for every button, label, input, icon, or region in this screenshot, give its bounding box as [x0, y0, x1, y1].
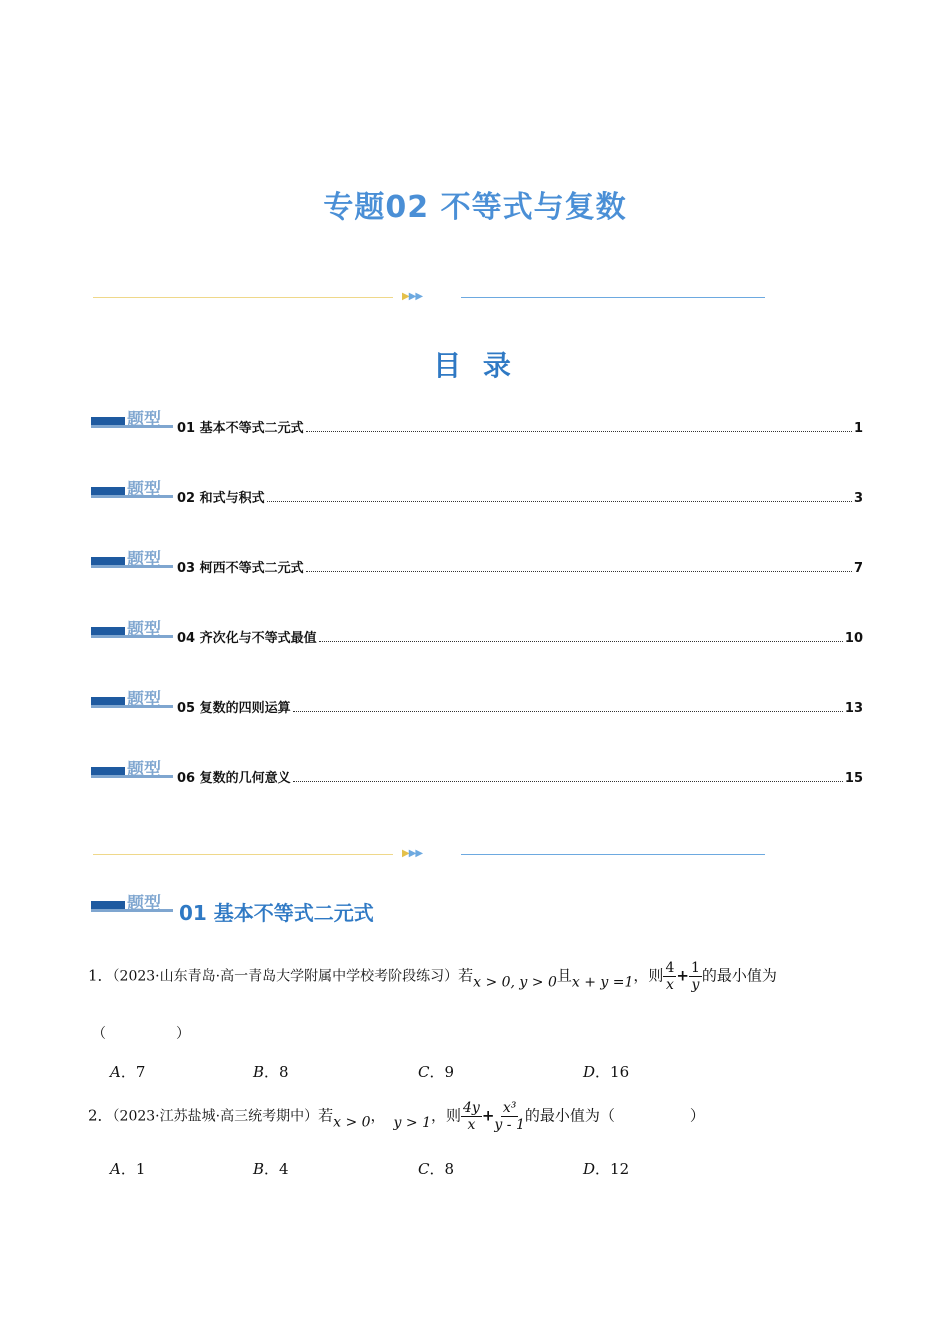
question-number: 2． — [88, 1106, 113, 1125]
toc-item-label: 06 复数的几何意义 — [177, 771, 291, 786]
math-condition: x > 0 — [333, 1114, 371, 1131]
math-condition: y > 1 — [393, 1114, 431, 1131]
toc-item-page: 3 — [853, 491, 863, 506]
toc-item-page: 7 — [853, 561, 863, 576]
toc-heading: 目 录 — [433, 349, 517, 382]
fraction: $\frac{4y}{x}$ — [463, 1100, 480, 1133]
toc-item-label: 01 基本不等式二元式 — [177, 421, 304, 436]
option-d[interactable]: D．12 — [583, 1160, 630, 1178]
toc-item[interactable] — [177, 418, 863, 436]
toc-item-page: 10 — [844, 631, 863, 646]
option-c[interactable]: C．8 — [418, 1160, 455, 1178]
question-1: 1．（2023·山东青岛·高一青岛大学附属中学校考阶段练习）若x > 0, y > 0且x + y =1，则 $\frac{4}{x}$ + $\frac{1}{y}$ 的最小值为 — [88, 960, 777, 993]
fraction: $\frac{\text{x³}}{y - 1}$ — [494, 1100, 525, 1133]
toc-item-page: 15 — [844, 771, 863, 786]
option-d[interactable]: D．16 — [583, 1063, 630, 1081]
option-b[interactable]: B．4 — [253, 1160, 289, 1178]
option-a[interactable]: A．7 — [110, 1063, 146, 1081]
answer-blank: （ ） — [92, 1026, 190, 1042]
toc-item[interactable] — [177, 488, 863, 506]
question-number: 1． — [88, 966, 113, 985]
question-source: （2023·江苏盐城·高三统考期中） — [112, 1108, 319, 1125]
option-b[interactable]: B．8 — [253, 1063, 289, 1081]
toc-badge: 题型 — [91, 550, 173, 572]
toc-badge: 题型 — [91, 480, 173, 502]
fraction: $\frac{4}{x}$ — [665, 960, 675, 993]
toc-item-page: 13 — [844, 701, 863, 716]
toc-item[interactable] — [177, 628, 863, 646]
option-c[interactable]: C．9 — [418, 1063, 455, 1081]
fraction: $\frac{1}{y}$ — [690, 960, 700, 993]
toc-item[interactable] — [177, 558, 863, 576]
math-condition: x > 0, y > 0 — [473, 974, 557, 991]
toc-item[interactable] — [177, 698, 863, 716]
toc-item-label: 03 柯西不等式二元式 — [177, 561, 304, 576]
toc-item[interactable] — [177, 768, 863, 786]
section-heading: 01 基本不等式二元式 — [179, 901, 374, 925]
math-condition: x + y =1 — [571, 974, 634, 991]
option-a[interactable]: A．1 — [110, 1160, 146, 1178]
section-badge: 题型 — [91, 894, 173, 916]
toc-item-page: 1 — [853, 421, 863, 436]
toc-badge: 题型 — [91, 760, 173, 782]
toc-item-label: 02 和式与积式 — [177, 491, 265, 506]
divider: ▶▶▶ — [93, 292, 765, 304]
toc-badge: 题型 — [91, 410, 173, 432]
question-source: （2023·山东青岛·高一青岛大学附属中学校考阶段练习） — [112, 968, 459, 985]
question-2: 2．（2023·江苏盐城·高三统考期中）若x > 0， y > 1，则 $\frac{4y}{x}$ + $\frac{\text{x³}}{y - 1}$ 的最小值为（ ） — [88, 1100, 705, 1133]
toc-item-label: 05 复数的四则运算 — [177, 701, 291, 716]
page-title: 专题02 不等式与复数 — [323, 190, 627, 225]
toc-badge: 题型 — [91, 620, 173, 642]
divider: ▶▶▶ — [93, 849, 765, 861]
toc-badge: 题型 — [91, 690, 173, 712]
toc-item-label: 04 齐次化与不等式最值 — [177, 631, 317, 646]
